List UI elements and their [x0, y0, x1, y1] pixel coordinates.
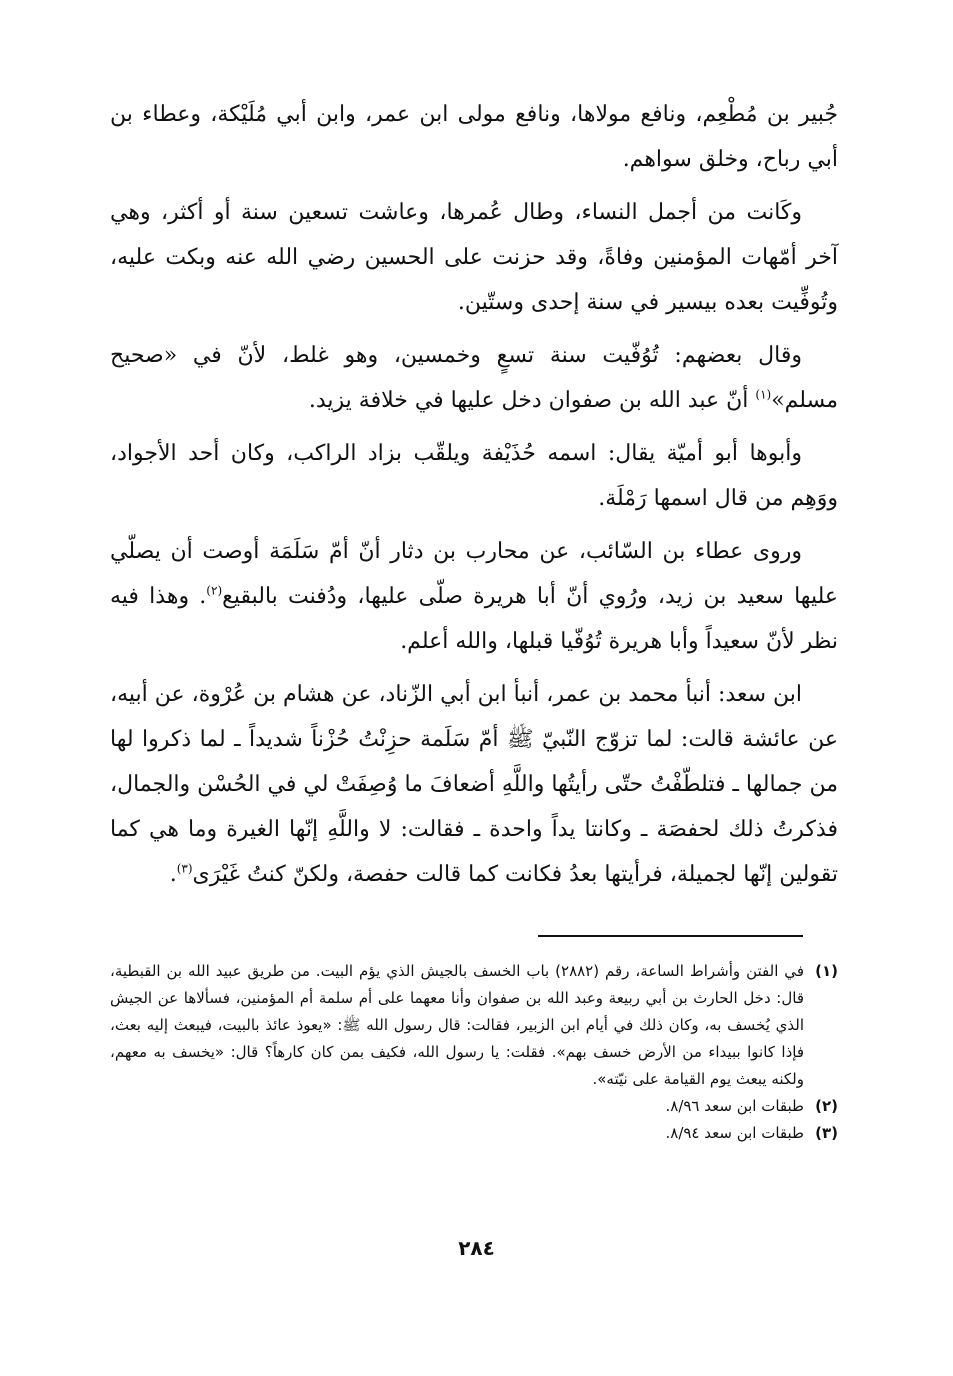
footnote-number: (٢): [815, 1097, 838, 1115]
main-text: [110, 92, 838, 905]
footnotes: [110, 958, 838, 1147]
paragraph-4: وأبوها أبو أميّة يقال: اسمه حُذَيْفة ويلقّب بزاد الراكب، وكان أحد الأجواد، ووَهِم من قال اسمها رَمْلَة.: [110, 441, 838, 511]
footnote-text: طبقات ابن سعد ٨/٩٦.: [665, 1097, 804, 1115]
page-number: ٢٨٤: [458, 1236, 495, 1260]
footnote-ref-2[interactable]: (٢): [206, 583, 223, 598]
footnote-ref-3[interactable]: (٣): [176, 861, 193, 876]
footnote-separator: [538, 935, 803, 937]
footnote-1: [110, 958, 838, 1093]
footnote-text: طبقات ابن سعد ٨/٩٤.: [665, 1124, 804, 1142]
paragraph-2: وكَانت من أجمل النساء، وطال عُمرها، وعاشت تسعين سنة أو أكثر، وهي آخر أمّهات المؤمنين وفاةً، وقد حزنت على الحسين رضي الله عنه وبكت عليه، وتُوفِّيت بعده بيسير في سنة إحدى وستّين.: [110, 200, 838, 315]
paragraph-3: وقال بعضهم: تُوُفّيت سنة تسعٍ وخمسين، وهو غلط، لأنّ في «صحيح مسلم»$^{(١)}$ أنّ عبد الله بن صفوان دخل عليها في خلافة يزيد.: [110, 343, 838, 413]
paragraph-1: جُبير بن مُطْعِم، ونافع مولاها، ونافع مولى ابن عمر، وابن أبي مُلَيْكة، وعطاء بن أبي رباح، وخلق سواهم.: [110, 102, 838, 172]
footnote-number: (١): [815, 962, 838, 980]
footnote-text: في الفتن وأشراط الساعة، رقم (٢٨٨٢) باب الخسف بالجيش الذي يؤم البيت. من طريق عبيد الله بن القبطية، قال: دخل الحارث بن أبي ربيعة وعبد الله بن صفوان وأنا معهما على أم سلمة أم المؤمنين، فسألاها عن الجيش الذي يُخسف به، وكان ذلك في أيام ابن الزبير، فقالت: قال رسول الله ﷺ: «يعوذ عائذ بالبيت، فيبعث إليه بعث، فإذا كانوا ببيداء من الأرض خسف بهم». فقلت: يا رسول الله، فكيف بمن كان كارهاً؟ قال: «يخسف به معهم، ولكنه يبعث يوم القيامة على نيّته».: [110, 962, 804, 1088]
paragraph-5: وروى عطاء بن السّائب، عن محارب بن دثار أنّ أمّ سَلَمَة أوصت أن يصلّي عليها سعيد بن زيد، ورُوي أنّ أبا هريرة صلّى عليها، ودُفنت بالبقيع$^{(٢)}$. وهذا فيه نظر لأنّ سعيداً وأبا هريرة تُوُفّيا قبلها، والله أعلم.: [110, 539, 838, 654]
paragraph-6: ابن سعد: أنبأ محمد بن عمر، أنبأ ابن أبي الزّناد، عن هشام بن عُرْوة، عن أبيه، عن عائشة قالت: لما تزوّج النّبيّ ﷺ أمّ سَلَمة حزِنْتُ حُزْناً شديداً ـ لما ذكروا لها من جمالها ـ فتلطّفْتُ حتّى رأيتُها واللَّهِ أضعافَ ما وُصِفَتْ لي في الحُسْن والجمال، فذكرتُ ذلك لحفصَة ـ وكانتا يداً واحدة ـ فقالت: لا واللَّهِ إنّها الغيرة وما هي كما تقولين إنّها لجميلة، فرأيتها بعدُ فكانت كما قالت حفصة، ولكنّ كنتُ غَيْرَى$^{(٣)}$.: [110, 682, 838, 887]
footnote-2: [110, 1093, 838, 1120]
footnote-3: [110, 1120, 838, 1147]
footnote-number: (٣): [815, 1124, 838, 1142]
footnote-ref-1[interactable]: (١): [755, 387, 772, 402]
